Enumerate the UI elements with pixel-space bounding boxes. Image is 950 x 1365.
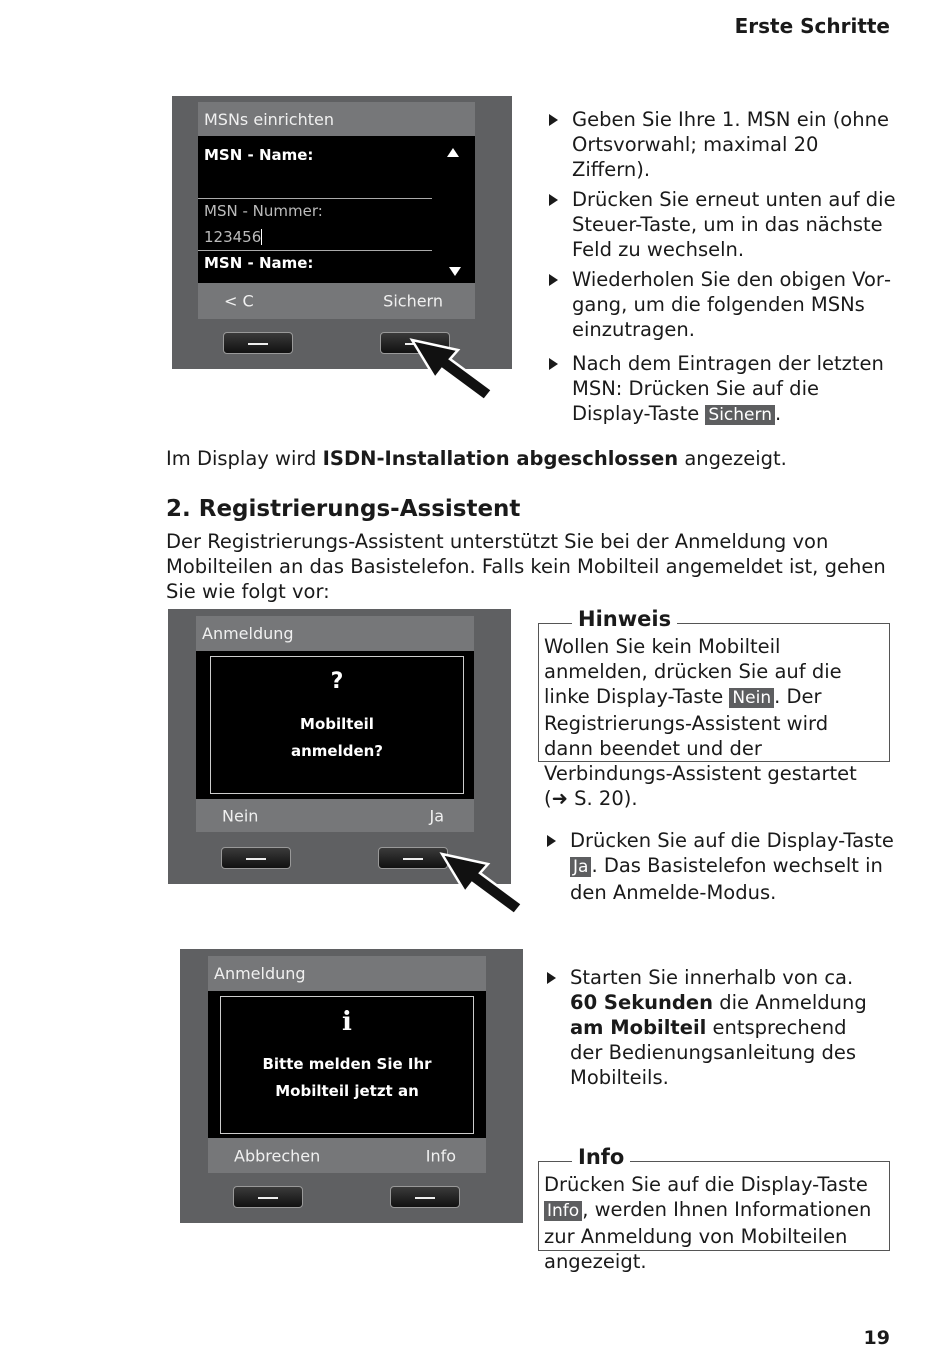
- step-text: die Anmeldung: [713, 991, 867, 1014]
- steps-list-msn: [546, 107, 896, 347]
- left-display-key[interactable]: [221, 847, 291, 869]
- step-text: Drücken Sie auf die Display-Taste: [570, 829, 894, 852]
- msn-number-value: 123456: [204, 228, 262, 246]
- screen-title: Anmeldung: [208, 956, 486, 991]
- bold-text: am Mobilteil: [570, 1016, 707, 1039]
- hint-text: Wollen Sie kein Mobilteil anmelden, drücken Sie auf die linke Display-Taste: [544, 635, 842, 708]
- bold-text: 60 Sekunden: [570, 991, 713, 1014]
- list-item: [546, 351, 896, 428]
- softkey-right-label: Info: [425, 1146, 456, 1165]
- msn-name-label: MSN - Name:: [204, 146, 314, 164]
- key-label-nein: Nein: [729, 688, 774, 708]
- list-item: [544, 965, 884, 1090]
- page-number: 19: [863, 1327, 890, 1349]
- key-label-info: Info: [544, 1201, 582, 1221]
- isdn-confirmation-text: [166, 446, 906, 471]
- right-display-key[interactable]: [390, 1186, 460, 1208]
- list-item: Geben Sie Ihre 1. MSN ein (ohne Ortsvorwahl; maximal 20 Ziffern).: [546, 107, 896, 182]
- step-text: . Das Basistelefon wechselt in den Anmelde-Modus.: [570, 854, 883, 904]
- info-text: , werden Ihnen Informationen zur Anmeldung von Mobilteilen angezeigt.: [544, 1198, 872, 1273]
- list-item: Drücken Sie erneut unten auf die Steuer-Taste, um in das nächste Feld zu wechseln.: [546, 187, 896, 262]
- dialog-line-1: Bitte melden Sie Ihr: [262, 1055, 432, 1073]
- text-segment: Im Display wird: [166, 447, 323, 470]
- list-item: [544, 828, 894, 905]
- left-display-key[interactable]: [233, 1186, 303, 1208]
- step-text-end: .: [774, 402, 782, 425]
- divider: [198, 198, 432, 199]
- info-icon: i: [342, 1007, 352, 1037]
- screen-content: [208, 991, 486, 1138]
- screen-title: Anmeldung: [196, 616, 474, 651]
- divider: [198, 250, 432, 251]
- info-box: [538, 1145, 890, 1273]
- key-label-ja: Ja: [570, 857, 591, 877]
- softkey-right-label: Sichern: [383, 291, 443, 311]
- arrow-right-icon: ➜: [551, 787, 568, 810]
- phone-illustration-registration: [168, 609, 511, 884]
- question-icon: ?: [330, 669, 344, 694]
- dialog-line-1: Mobilteil: [300, 715, 374, 733]
- hint-box: [538, 607, 890, 810]
- screen-content: [198, 136, 475, 283]
- screen-title: MSNs einrichten: [198, 102, 475, 136]
- step-text: Starten Sie innerhalb von ca.: [570, 966, 854, 989]
- text-segment: angezeigt.: [678, 447, 787, 470]
- softkey-left-label: Nein: [222, 806, 259, 825]
- hint-text: S. 20).: [567, 787, 638, 810]
- softkey-bar: [208, 1138, 486, 1173]
- text-cursor: [261, 229, 262, 245]
- softkey-left-label: < C: [224, 291, 254, 311]
- msn-number-input[interactable]: [204, 228, 262, 246]
- key-label-sichern: Sichern: [705, 405, 775, 425]
- phone-illustration-msn: [172, 96, 512, 369]
- msn-number-label: MSN - Nummer:: [204, 202, 323, 220]
- bold-text: ISDN-Installation abgeschlossen: [322, 447, 679, 470]
- softkey-bar: [198, 283, 475, 319]
- steps-list-ja: [544, 828, 894, 910]
- softkey-right-label: Ja: [429, 806, 444, 825]
- pointer-arrow-icon: [402, 332, 498, 404]
- left-display-key[interactable]: [223, 332, 293, 354]
- step-text: Nach dem Eintragen der letzten MSN: Drücken Sie auf die Display-Taste: [572, 352, 884, 425]
- steps-list-start: [544, 965, 884, 1095]
- info-title: Info: [572, 1145, 630, 1170]
- dialog-line-2: Mobilteil jetzt an: [275, 1082, 419, 1100]
- dialog-frame: [210, 656, 464, 794]
- info-text: Drücken Sie auf die Display-Taste: [544, 1173, 868, 1196]
- scroll-up-icon: [447, 148, 459, 157]
- softkey-left-label: Abbrechen: [234, 1146, 321, 1165]
- softkey-bar: [196, 799, 474, 832]
- phone-illustration-pairing: [180, 949, 523, 1223]
- section-intro: Der Registrierungs-Assistent unterstützt Sie bei der Anmeldung von Mobilteilen an das Basistelefon. Falls kein Mobilteil angemeldet ist, gehen Sie wie folgt vor:: [166, 530, 886, 603]
- list-item: Wiederholen Sie den obigen Vorgang, um die folgenden MSNs einzutragen.: [546, 267, 896, 342]
- msn-name-label-2: MSN - Name:: [204, 254, 314, 272]
- hint-title: Hinweis: [572, 607, 677, 632]
- section-header: Erste Schritte: [734, 14, 890, 38]
- scroll-down-icon: [449, 267, 461, 276]
- step-text: entsprechend der Bedienungsanleitung des Mobilteils.: [570, 1016, 856, 1089]
- hint-text: . Der Registrierungs-Assistent wird dann beendet und der Verbindungs-Assistent gestartet (: [544, 685, 857, 810]
- steps-list-save: [546, 351, 896, 433]
- section-heading: 2. Registrierungs-Assistent: [166, 496, 521, 522]
- screen-content: [196, 651, 474, 799]
- dialog-frame: [220, 996, 474, 1134]
- pointer-arrow-icon: [432, 846, 528, 918]
- dialog-line-2: anmelden?: [290, 742, 384, 760]
